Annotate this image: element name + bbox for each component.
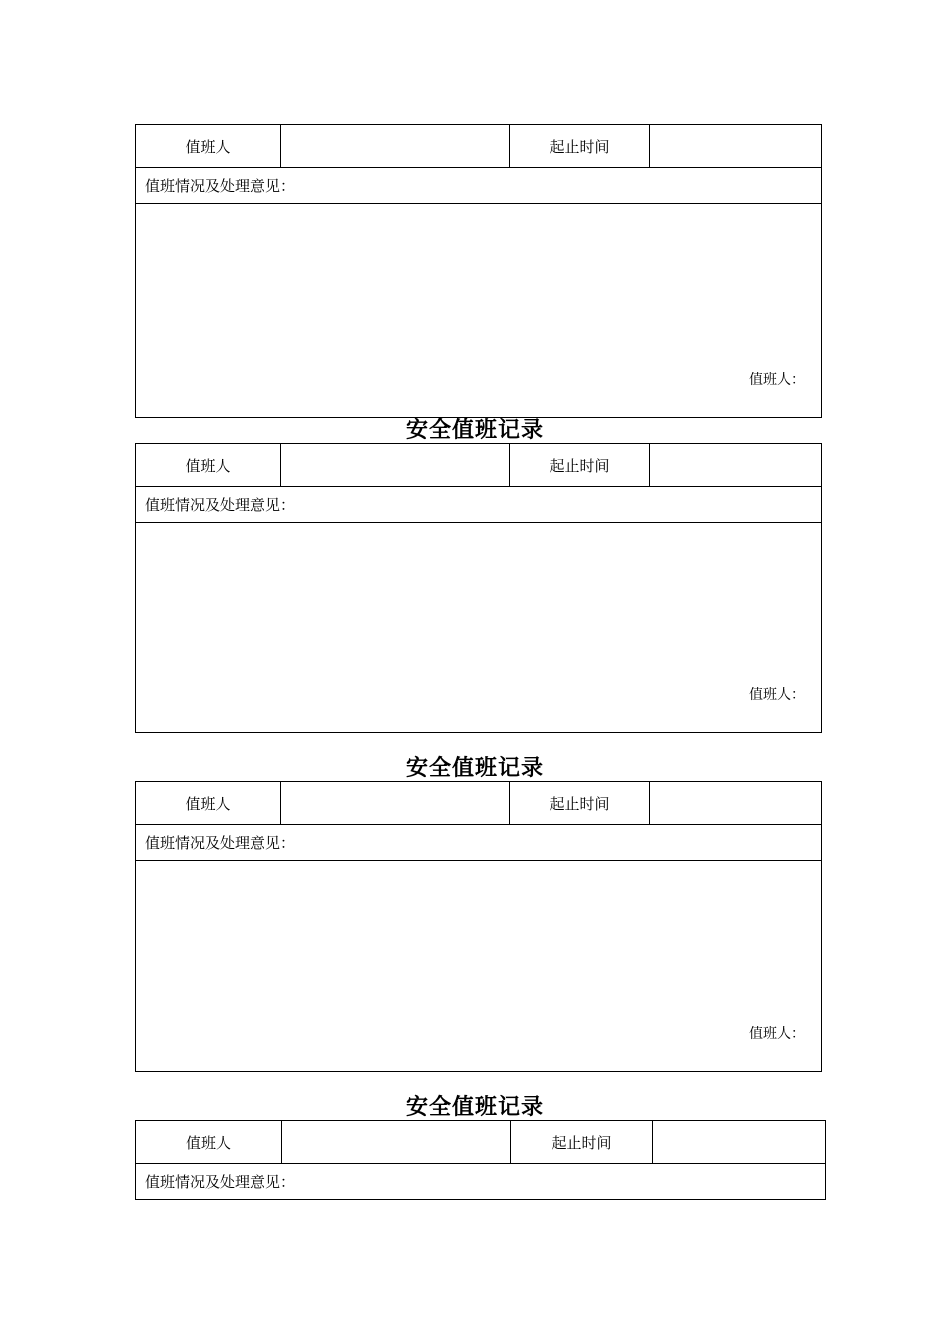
duty-person-field[interactable] — [281, 782, 510, 825]
signature-label: 值班人： — [749, 687, 805, 703]
duty-person-label: 值班人 — [136, 444, 281, 487]
duty-record-table — [135, 781, 822, 1072]
situation-label: 值班情况及处理意见： — [136, 825, 822, 861]
situation-content-area[interactable] — [136, 204, 822, 418]
signature-label: 值班人： — [749, 1026, 805, 1042]
form-title: 安全值班记录 — [405, 1095, 544, 1120]
duty-record-table — [135, 1120, 826, 1200]
form-title: 安全值班记录 — [405, 418, 544, 443]
time-range-label: 起止时间 — [510, 444, 650, 487]
duty-person-label: 值班人 — [136, 1121, 282, 1164]
duty-record-2 — [135, 443, 821, 733]
time-range-label: 起止时间 — [511, 1121, 653, 1164]
time-range-label: 起止时间 — [510, 782, 650, 825]
situation-label: 值班情况及处理意见： — [136, 1164, 826, 1200]
situation-label: 值班情况及处理意见： — [136, 168, 822, 204]
duty-record-1 — [135, 124, 821, 418]
duty-person-field[interactable] — [281, 444, 510, 487]
duty-record-4 — [135, 1120, 825, 1200]
duty-person-label: 值班人 — [136, 782, 281, 825]
signature-label: 值班人： — [749, 372, 805, 388]
duty-person-label: 值班人 — [136, 125, 281, 168]
situation-content-area[interactable] — [136, 523, 822, 733]
duty-record-table — [135, 124, 822, 418]
duty-person-field[interactable] — [281, 125, 510, 168]
time-range-field[interactable] — [653, 1121, 826, 1164]
time-range-field[interactable] — [650, 782, 822, 825]
duty-record-table — [135, 443, 822, 733]
duty-person-field[interactable] — [282, 1121, 511, 1164]
situation-label: 值班情况及处理意见： — [136, 487, 822, 523]
time-range-field[interactable] — [650, 444, 822, 487]
duty-record-3 — [135, 781, 821, 1072]
time-range-field[interactable] — [650, 125, 822, 168]
situation-content-area[interactable] — [136, 861, 822, 1072]
form-title: 安全值班记录 — [405, 756, 544, 781]
time-range-label: 起止时间 — [510, 125, 650, 168]
